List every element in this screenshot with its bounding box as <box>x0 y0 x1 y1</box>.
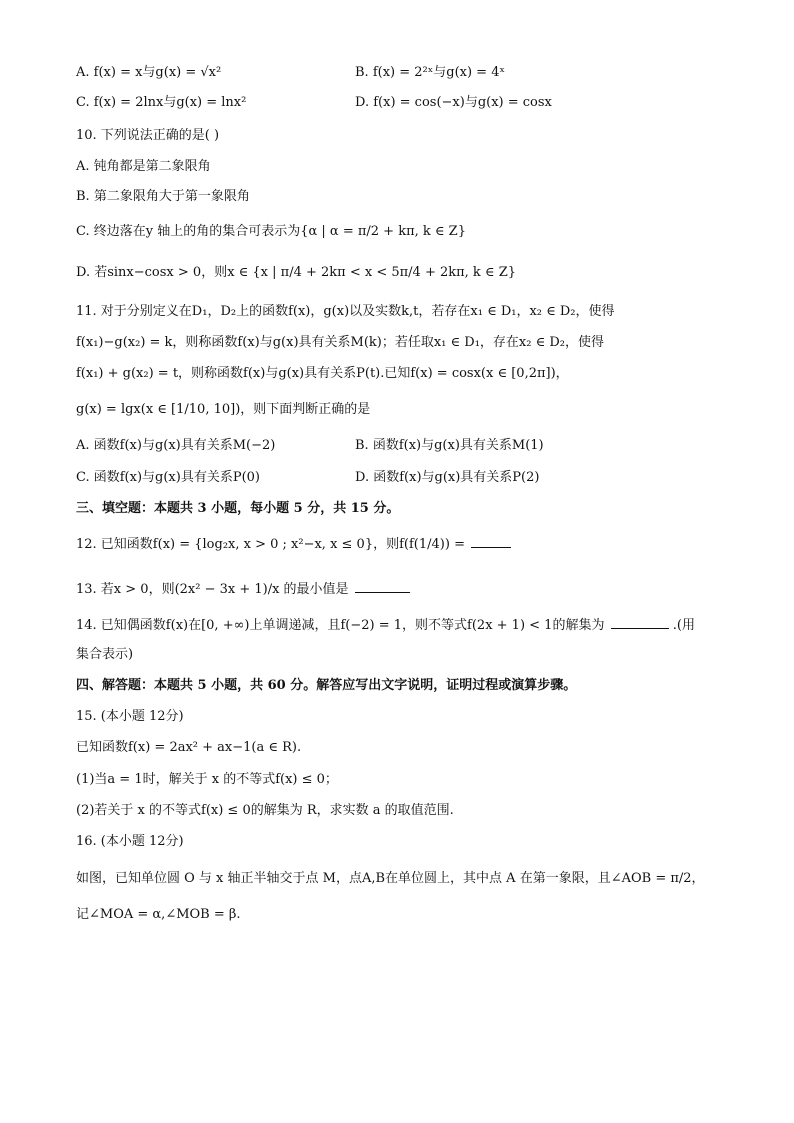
q12-answer-blank <box>471 535 511 548</box>
q13-stem <box>76 580 410 599</box>
q16-stem-line1: 如图，已知单位圆 O 与 x 轴正半轴交于点 M，点A,B在单位圆上，其中点 A 在第一象限，且∠AOB = π/2， <box>76 871 705 886</box>
q10-option-c: C. 终边落在y 轴上的角的集合可表示为{α | α = π/2 + kπ, k ∈ Z} <box>76 224 466 239</box>
q15-part1: (1)当a = 1时，解关于 x 的不等式f(x) ≤ 0； <box>76 772 338 787</box>
q14-answer-blank <box>611 616 669 629</box>
q9-option-c: C. f(x) = 2lnx与g(x) = lnx² <box>76 95 247 110</box>
q11-stem-line2: f(x₁)−g(x₂) = k，则称函数f(x)与g(x)具有关系M(k)；若任取x₁ ∈ D₁，存在x₂ ∈ D₂，使得 <box>76 335 604 350</box>
q12-text: 12. 已知函数f(x) = {log₂x, x > 0 ; x²−x, x ≤ 0}，则f(f(1/4)) = <box>76 537 465 552</box>
q9-option-b: B. f(x) = 2²ˣ与g(x) = 4ˣ <box>355 65 505 80</box>
q9-option-a: A. f(x) = x与g(x) = √x² <box>76 65 222 80</box>
q9-option-d: D. f(x) = cos(−x)与g(x) = cosx <box>355 95 552 110</box>
q10-option-b: B. 第二象限角大于第一象限角 <box>76 189 250 204</box>
q10-option-d: D. 若sinx−cosx > 0，则x ∈ {x | π/4 + 2kπ < x < 5π/4 + 2kπ, k ∈ Z} <box>76 265 516 280</box>
q16-header: 16. (本小题 12分) <box>76 834 184 849</box>
q13-answer-blank <box>355 580 410 593</box>
q11-stem-line1: 11. 对于分别定义在D₁，D₂上的函数f(x)，g(x)以及实数k,t，若存在x₁ ∈ D₁，x₂ ∈ D₂，使得 <box>76 304 615 319</box>
q14-text: 14. 已知偶函数f(x)在[0, +∞)上单调递减，且f(−2) = 1，则不等式f(2x + 1) < 1的解集为 <box>76 618 605 633</box>
q11-stem-line3: f(x₁) + g(x₂) = t，则称函数f(x)与g(x)具有关系P(t).已知f(x) = cosx(x ∈ [0,2π])， <box>76 366 569 381</box>
q16-stem-line2: 记∠MOA = α,∠MOB = β. <box>76 907 241 922</box>
q10-option-a: A. 钝角都是第二象限角 <box>76 159 211 174</box>
q11-option-c: C. 函数f(x)与g(x)具有关系P(0) <box>76 470 260 485</box>
q11-option-a: A. 函数f(x)与g(x)具有关系M(−2) <box>76 438 276 453</box>
q11-stem-line4: g(x) = lgx(x ∈ [1/10, 10])，则下面判断正确的是 <box>76 402 371 417</box>
q11-option-d: D. 函数f(x)与g(x)具有关系P(2) <box>355 470 540 485</box>
q12-stem <box>76 535 511 554</box>
q15-header: 15. (本小题 12分) <box>76 709 184 724</box>
section-fill-in-heading: 三、填空题：本题共 3 小题，每小题 5 分，共 15 分。 <box>76 501 400 516</box>
q14-stem <box>76 616 695 635</box>
section-answer-heading: 四、解答题：本题共 5 小题，共 60 分。解答应写出文字说明，证明过程或演算步骤。 <box>76 678 577 693</box>
q14-stem-line2: 集合表示) <box>76 647 134 662</box>
q15-part2: (2)若关于 x 的不等式f(x) ≤ 0的解集为 R，求实数 a 的取值范围. <box>76 803 454 818</box>
q10-stem: 10. 下列说法正确的是( ) <box>76 128 220 143</box>
q14-suffix: .(用 <box>672 618 695 633</box>
q13-text: 13. 若x > 0，则(2x² − 3x + 1)/x 的最小值是 <box>76 582 349 597</box>
q15-stem: 已知函数f(x) = 2ax² + ax−1(a ∈ R). <box>76 740 302 755</box>
q11-option-b: B. 函数f(x)与g(x)具有关系M(1) <box>355 438 544 453</box>
